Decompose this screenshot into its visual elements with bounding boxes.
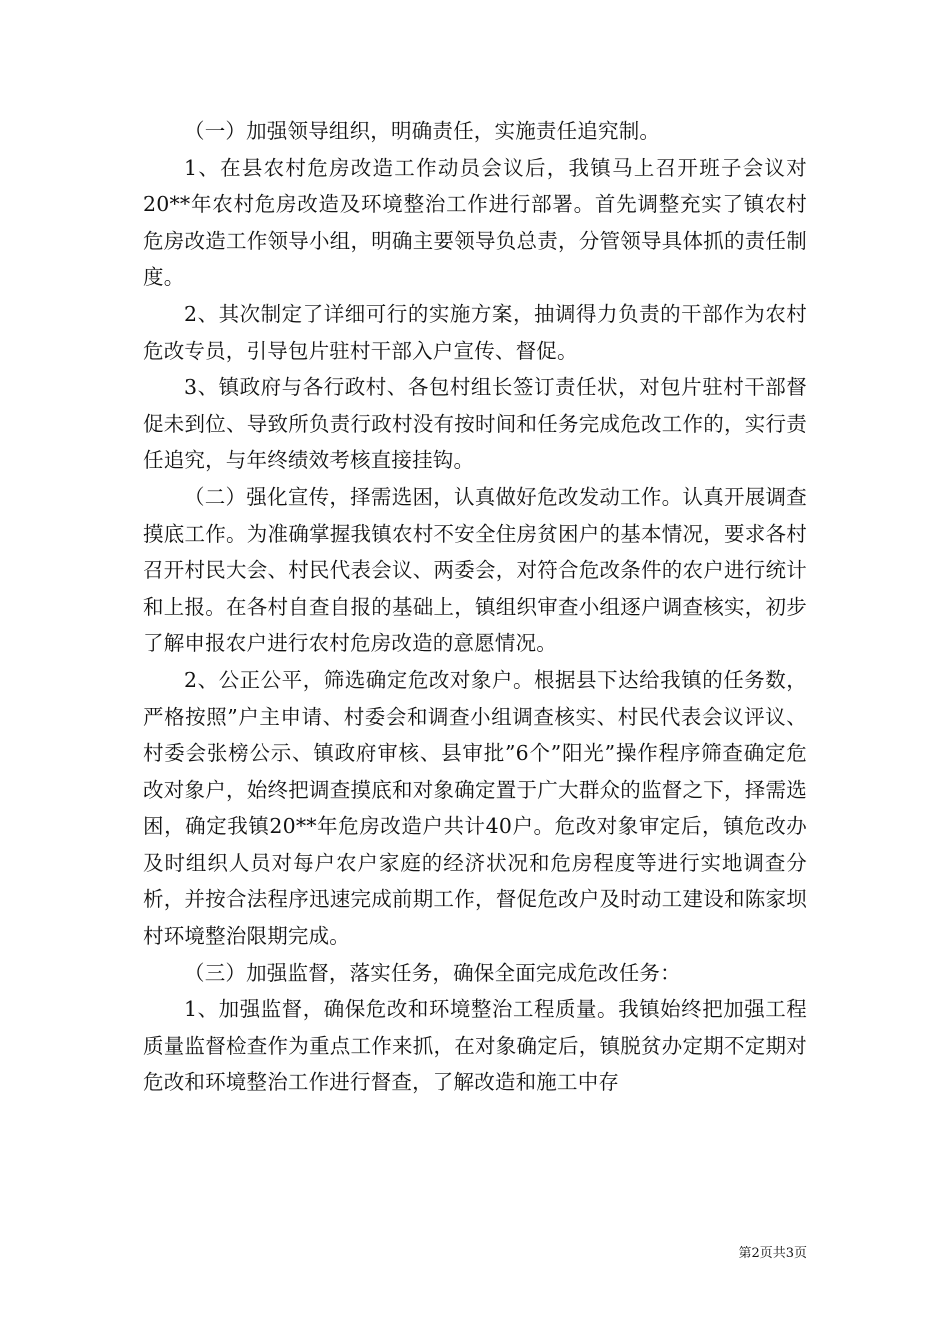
document-body: [143, 113, 807, 1101]
paragraph: 2、其次制定了详细可行的实施方案，抽调得力负责的干部作为农村危改专员，引导包片驻村干部入户宣传、督促。: [143, 301, 807, 363]
section-heading-3: （三）加强监督，落实任务，确保全面完成危改任务：: [184, 960, 681, 985]
section-heading-2: （二）强化宣传，择需选困，认真做好危改发动工作。认真开展调查摸底工作。为准确掌握我镇农村不安全住房贫困户的基本情况，要求各村召开村民大会、村民代表会议、两委会，对符合危改条件的农户进行统计和上报。在各村自查自报的基础上，镇组织审查小组逐户调查核实，初步了解申报农户进行农村危房改造的意愿情况。: [143, 484, 807, 656]
page-number-footer: 第2页共3页: [738, 1246, 807, 1261]
paragraph: 1、加强监督，确保危改和环境整治工程质量。我镇始终把加强工程质量监督检查作为重点工作来抓，在对象确定后，镇脱贫办定期不定期对危改和环境整治工作进行督查，了解改造和施工中存: [143, 997, 807, 1095]
section-heading-1: （一）加强领导组织，明确责任，实施责任追究制。: [184, 119, 661, 143]
paragraph: 3、镇政府与各行政村、各包村组长签订责任状，对包片驻村干部督促未到位、导致所负责行政村没有按时间和任务完成危改工作的，实行责任追究，与年终绩效考核直接挂钩。: [143, 375, 807, 473]
paragraph: 2、公正公平，筛选确定危改对象户。根据县下达给我镇的任务数，严格按照”户主申请、村委会和调查小组调查核实、村民代表会议评议、村委会张榜公示、镇政府审核、县审批”6个”阳光”操作程序筛查确定危改对象户，始终把调查摸底和对象确定置于广大群众的监督之下，择需选困，确定我镇20**年危房改造户共计40户。危改对象审定后，镇危改办及时组织人员对每户农户家庭的经济状况和危房程度等进行实地调查分析，并按合法程序迅速完成前期工作，督促危改户及时动工建设和陈家坝村环境整治限期完成。: [143, 667, 807, 949]
paragraph: 1、在县农村危房改造工作动员会议后，我镇马上召开班子会议对20**年农村危房改造及环境整治工作进行部署。首先调整充实了镇农村危房改造工作领导小组，明确主要领导负总责，分管领导具体抓的责任制度。: [143, 155, 807, 290]
